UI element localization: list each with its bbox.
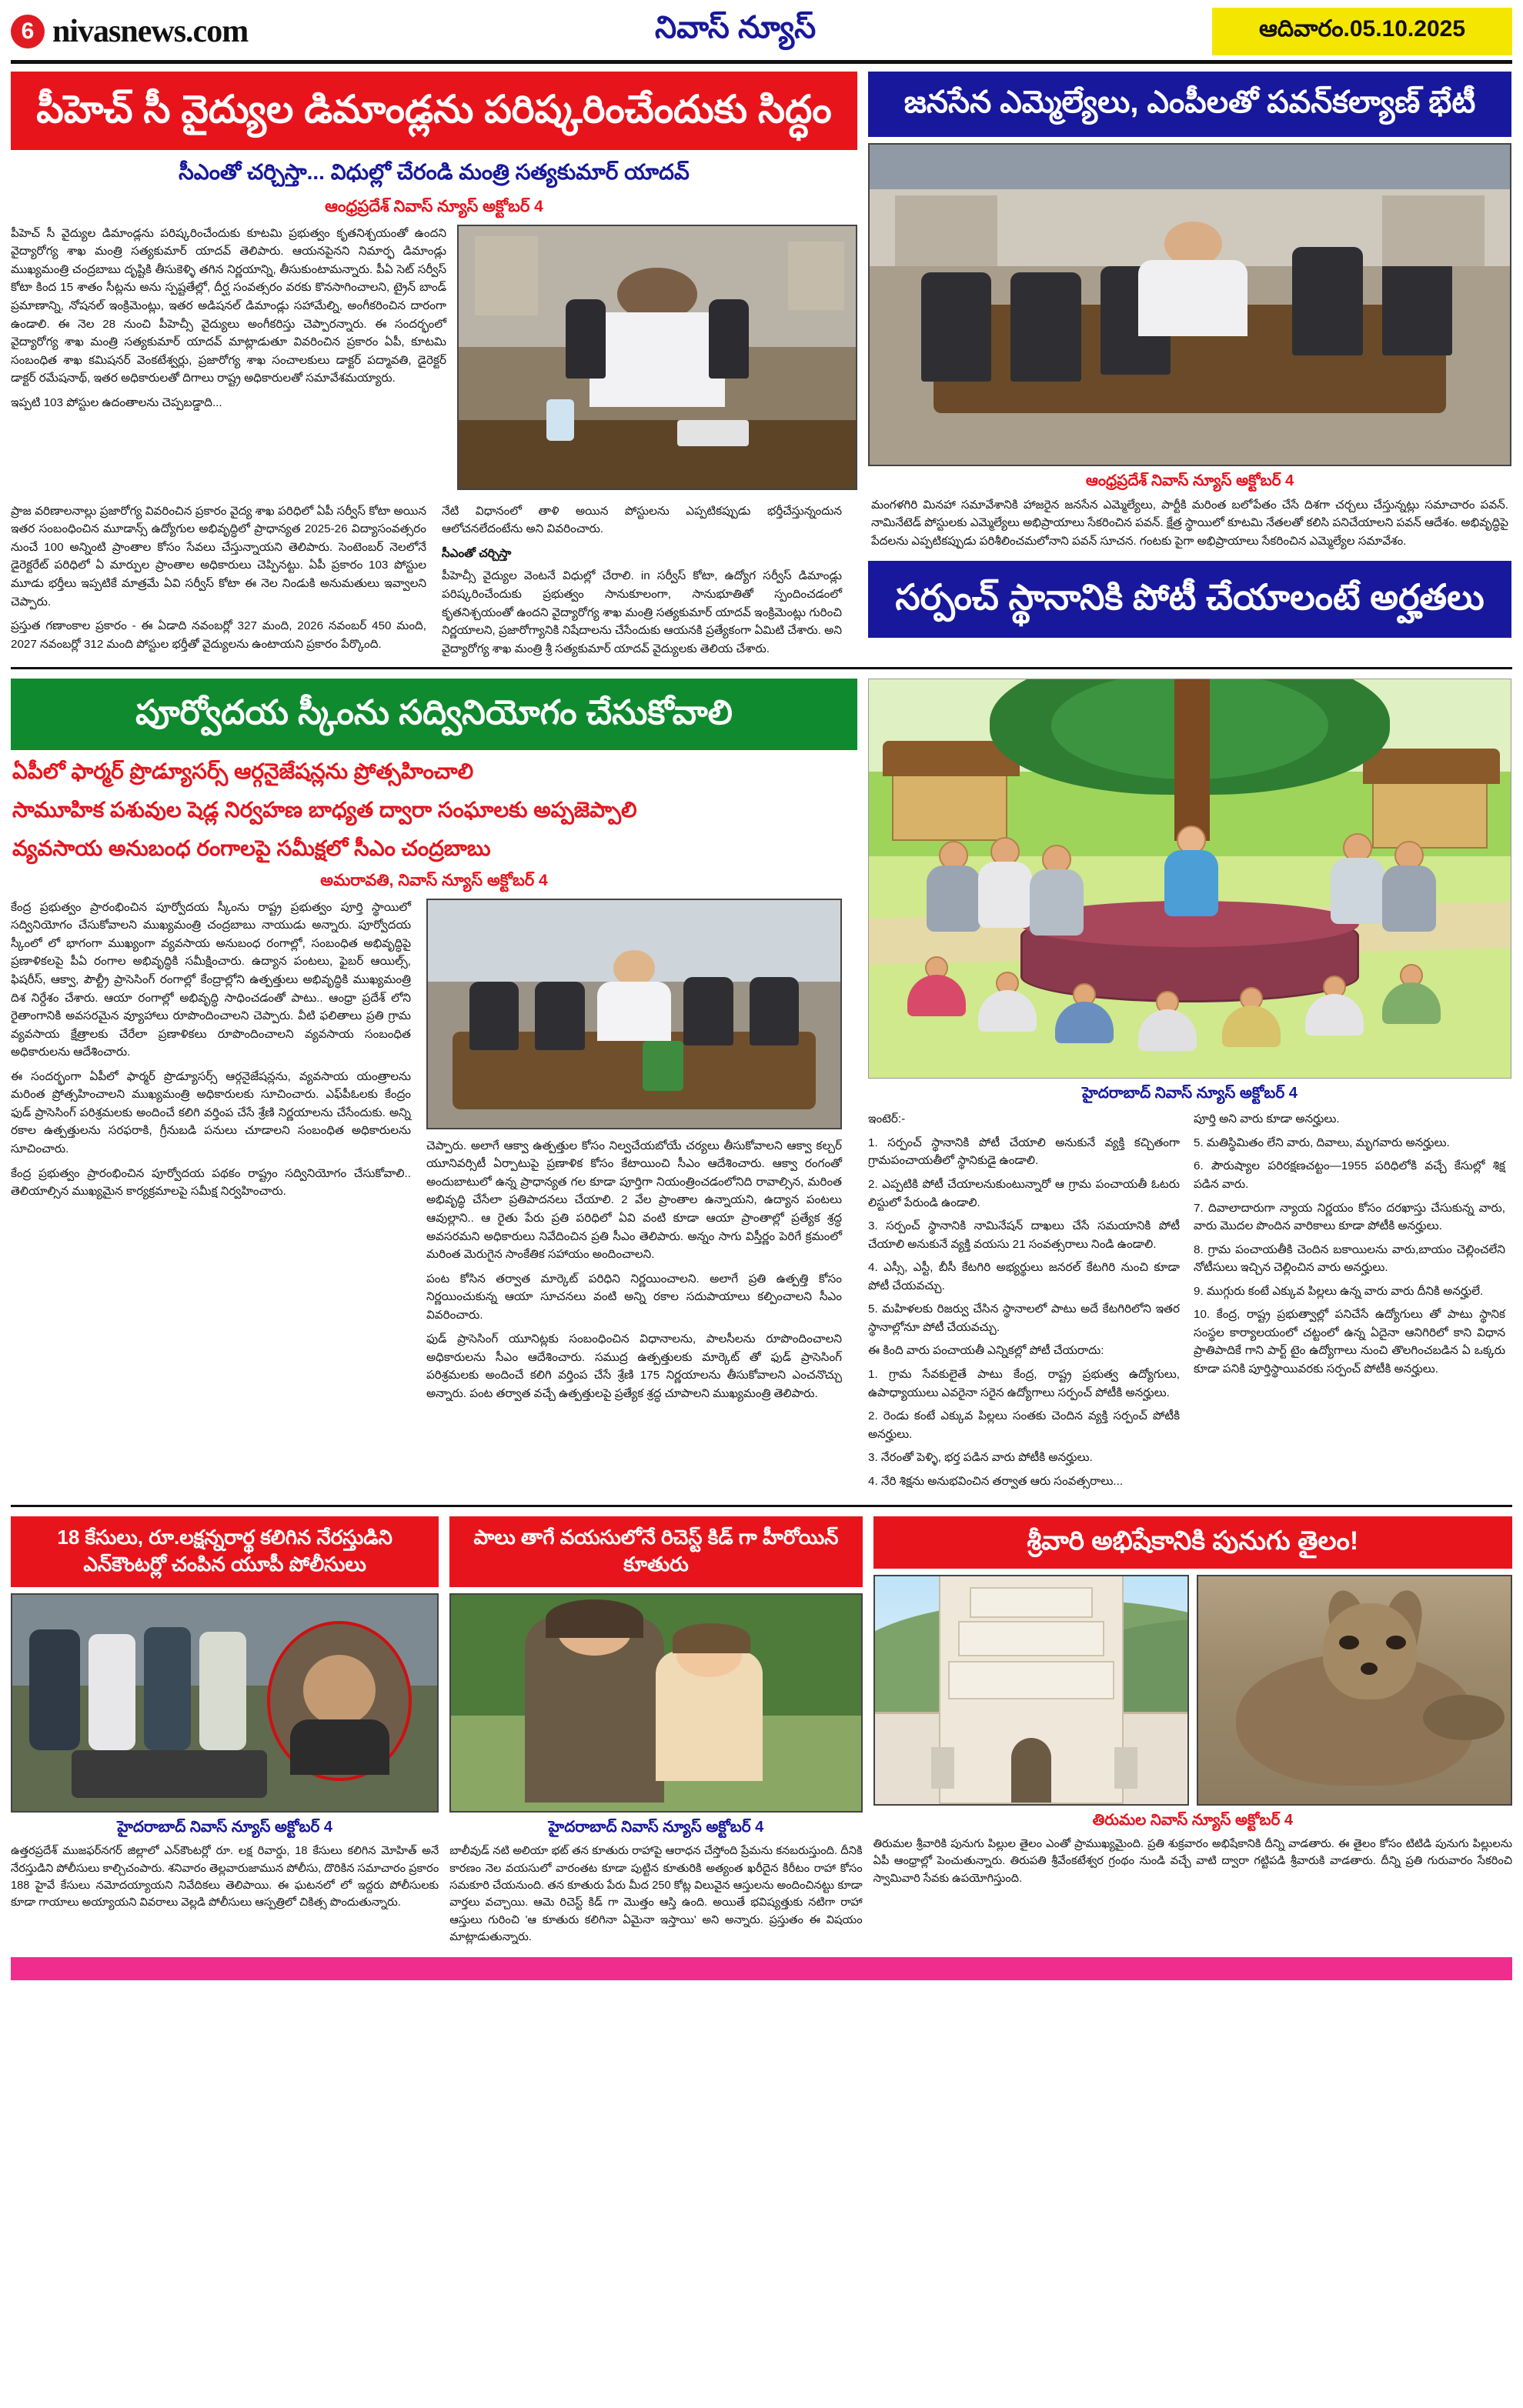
lead-right-para-2: పీహెచ్సీ వైద్యుల వెంటనే విధుల్లో చేరాలి. in సర్వీస్ కోటా, ఉద్యోగ సర్వీస్ డిమాండ్లు పరిష్కరించేందుకు ప్రభుత్వం సానుకూలంగా, సానుభూతితో స్పందించడంలో కృతనిశ్చయంతో ఉందని వైద్యారోగ్య శాఖ మంత్రి సత్యకుమార్ యాదవ్ ఇంక్రిమెంట్లు గురించి నిర్ణయాలని, ప్రజారోగ్యానికి నిషేదాలను చేసేందుకు ఆయనకి ప్రత్యేకంగా ఏమిటి చేశారు. అని వైద్యారోగ్య శాఖ మంత్రి శ్రీ సత్యకుమార్ యాదవ్ వైద్యులకు తెలియ చేశారు. [442,569,842,655]
site-name[interactable]: nivasnews.com [52,14,249,49]
scene-sarpanch [1164,825,1218,916]
richest-kid-headline: పాలు తాగే వయసులోనే రిచెస్ట్ కిడ్ గా హీరోయిన్ కూతురు [449,1516,862,1587]
scene-villager-2 [978,837,1032,928]
scene-seated-7 [1382,964,1441,1024]
page-number: 6 [11,15,45,48]
civet-photo-content [1198,1576,1511,1804]
sarpanch-left-3: 3. సర్పంచ్ స్థానానికి నామినేషన్ దాఖలు చేసే సమయానికి పోటీ చేయాలి అనుకునే వ్యక్తి వయసు 21 సంవత్సరాలు నిండి ఉండాలి. [868,1219,1180,1251]
purvodaya-left-para-2: ఈ సందర్భంగా ఏపీలో ఫార్మర్ ప్రొడ్యూసర్స్ ఆర్గనైజేషన్లను, వ్యవసాయ యంత్రాలను మరింత ప్రోత్సహించాలని ముఖ్యమంత్రి అధికారులకు సూచించారు. ఎఫ్‌పీఓలకు కేంద్రం ఫుడ్ ప్రాసెసింగ్ పరిశ్రమలకు అందించే కలిగి వర్తింప చేసే శ్రేణి నిర్ణయాలను చేసేందుకు. అన్ని రకాల ఉత్పత్తులను సరఫరాకి, గ్రీనుబడి పనులు చూడాలని సంబంధిత అధికారులను సూచించారు. [11,1069,411,1156]
sarpanch-right-0: పూర్తి అని వారు కూడా అనర్హులు. [1194,1112,1340,1126]
civet-eye-right [1386,1636,1406,1649]
footer-bar [11,1957,1512,1980]
scene-seated-5 [1222,987,1281,1047]
purvodaya-headline: పూర్వోదయ స్కీంను సద్వినియోగం చేసుకోవాలి [11,679,857,750]
cm-review-photo-content [428,900,840,1128]
punugu-article [873,1516,1512,1887]
lead-headline: పీహెచ్ సీ వైద్యుల డిమాండ్లను పరిష్కరించేందుకు సిద్ధం [11,72,857,150]
section-divider-2 [11,1505,1512,1507]
minister-photo [457,225,857,490]
sarpanch-illustration [868,679,1511,1079]
sarpanch-right-2: 6. పౌరుష్యాల పరిరక్షణచట్టం—1955 పరిధిలోకి వచ్చే కేసుల్లో శిక్ష పడిన వారు. [1194,1159,1505,1191]
encounter-article [11,1516,439,1912]
sarpanch-right-4: 8. గ్రామ పంచాయతీకి చెందిన బకాయిలను వారు,బాయం చెల్లించలేని నోటీసులు ఇచ్చిన చెల్లించిన వారు అనర్హులు. [1194,1242,1505,1275]
purvodaya-article [11,679,857,1402]
temple-gopuram [939,1576,1124,1804]
sarpanch-left-10: 4. నేరి శిక్షను అనుభవించిన తర్వాత ఆరు సంవత్సరాలు... [868,1474,1124,1488]
lead-right-subhead: సీఎంతో చర్చిస్తా [442,546,512,560]
purvodaya-right-para-3: ఫుడ్ ప్రాసెసింగ్ యూనిట్లకు సంబంధించిన విధానాలను, పాలసీలను రూపొందించాలని అధికారులను సీఎం ఆదేశించారు. సముద్ర ఉత్పత్తులకు మార్కెట్ తో ఫుడ్ ప్రాసెసింగ్ పరిశ్రమలకు అందించే కలిగి వర్తింప చేసే శ్రేణి 175 నిర్ణయాలను తీసుకోవాలని ఎంచనొచ్చు అన్నారు. పంట తర్వాత వచ్చే ఉత్పత్తులపై ప్రత్యేక శ్రద్ధ చూపాలని ముఖ్యమంత్రి తెలిపారు. [426,1332,842,1401]
sarpanch-left-5: 5. మహిళలకు రిజర్వు చేసిన స్థానాలలో పాటు అదే కేటగిరిలోని ఇతర స్థానాల్లోనూ పోటీ చేయవచ్చు. [868,1302,1180,1334]
jansena-body: మంగళగిరి మినహా సమావేశానికి హాజరైన జనసేన ఎమ్మెల్యేలు, పార్టీకి మరింత బలోపేతం చేసే దిశగా చర్చలు చేస్తున్నట్లు సమాచారం పవన్. నామినేటెడ్ పోస్టులకు ఎమ్మెల్యేలు అభిప్రాయాలు సేకరించిన పవన్. క్షేత్ర స్థాయిలో కూటమి నేతలతో కలిసి పనిచేయాలని పవన్ ఆదేశం. అభివృద్ధిపై పేదలను ఎప్పటికప్పుడు పరిశీలించమలో‌నాని పవన్ సూచన. గంటకు పైగా అభిప్రాయాలు సేకరించిన ఎమ్మెల్యేల సమావేశం. [871,498,1508,548]
jansena-caption: ఆంధ్రప్రదేశ్ నివాస్ న్యూస్ అక్టోబర్ 4 [1085,472,1294,489]
mother-child-photo [449,1593,862,1813]
scene-hut-right [1372,779,1488,849]
sarpanch-headline: సర్పంచ్ స్థానానికి పోటీ చేయాలంటే అర్హతలు [868,561,1511,638]
scene-seated-6 [1305,976,1364,1036]
purvodaya-subhead-2: సామూహిక పశువుల షెడ్ల నిర్వహణ బాధ్యత ద్వారా సంఘాలకు అప్పజెప్పాలి [12,798,637,822]
sarpanch-right-1: 5. మతిస్థిమితం లేని వారు, దివాలు, మృగవారు అనర్హులు. [1194,1136,1450,1149]
mother-child-photo-content [451,1595,860,1811]
lead-byline: ఆంధ్రప్రదేశ్ నివాస్ న్యూస్ అక్టోబర్ 4 [325,197,543,215]
jansena-article [868,72,1511,638]
masthead-rule [11,60,1512,64]
middle-section [11,679,1512,1496]
richest-kid-article [449,1516,862,1946]
punugu-body: తిరుమల శ్రీవారికి పునుగు పిల్లుల తైలం ఎంతో ప్రాముఖ్యమైంది. ప్రతి శుక్రవారం అభిషేకానికి దీన్ని వాడతారు. ఈ తైలం కోసం టిటిడి పునుగు పిల్లులను ఏపీ ఆంధ్రాల్లో పెంచుతున్నారు. తిరుపతి శ్రీవేంకటేశ్వర గ్రంథం నుండి వచ్చే వాటి ద్వారా గట్టిపడి శ్రీవారుకి వాడతారు. దీన్ని ప్రతి గురువారం సేకరించి స్వామివారి సేవకు ఉపయోగిస్తుంది. [873,1837,1512,1885]
sarpanch-left-4: 4. ఎస్సీ, ఎస్టీ, బీసీ కేటగిరి అభ్యర్థులు జనరల్ కేటగిరి నుంచి కూడా పోటీ చేయవచ్చు. [868,1261,1180,1292]
scene-seated-3 [1055,983,1114,1043]
encounter-photo [11,1593,439,1813]
punugu-caption: తిరుమల నివాస్ న్యూస్ అక్టోబర్ 4 [1092,1811,1294,1829]
lead-subhead: సీఎంతో చర్చిస్తా... విధుల్లో చేరండి మంత్రి సత్యకుమార్ యాదవ్ [179,160,690,184]
sarpanch-left-7: 1. గ్రామ సేవకులైతే పాటు కేంద్ర, రాష్ట్ర ప్రభుత్వ ఉద్యోగులు, ఉపాధ్యాయులు ఎవరైనా సరైన ఉద్యోగాలు సర్పంచ్ పోటీకి అనర్హులు. [868,1368,1180,1399]
scene-hut-left [892,772,1007,841]
richest-kid-caption: హైదరాబాద్ నివాస్ న్యూస్ అక్టోబర్ 4 [548,1819,764,1836]
purvodaya-right-para-2: పంట కోసిన తర్వాత మార్కెట్ పరిధిని నిర్ణయించాలని. అలాగే ప్రతి ఉత్పత్తి కోసం నిర్ణయించుకున్న ఆయా సూచనలు వంటి అన్ని రకాల సదుపాయాలు కల్పించాలని సీఎం వివరించారు. [426,1272,842,1322]
encounter-body: ఉత్తరప్రదేశ్ ముజఫర్‌నగర్ జిల్లాలో ఎన్‌కౌంటర్లో రూ. లక్ష రివార్డు, 18 కేసులు కలిగిన మోహిత్ అనే నేరస్తుడిని పోలీసులు కాల్చిచంపారు. శనివారం తెల్లవారుజామున పోలీసు, దొరికిన సమాచారం ప్రకారం 188 హైవే కేసులు నమోదయ్యాయని నివేదికలు తెలిపాయి. ఈ ఘటనలో లో ఇద్దరు పోలీసులకు కూడా గాయాలు అయ్యాయని వివరాలు వెల్లడి పోలీసులు ఆస్పత్రిలో చికిత్స పొందుతున్నారు. [11,1845,439,1909]
sarpanch-lists [868,1110,1511,1496]
section-divider-1 [11,667,1512,669]
encounter-caption: హైదరాబాద్ నివాస్ న్యూస్ అక్టోబర్ 4 [117,1819,332,1836]
masthead [11,8,1512,55]
scene-seated-1 [907,956,966,1016]
temple-photo-content [875,1576,1187,1804]
encounter-photo-content [12,1595,437,1811]
civet-tail [1423,1695,1505,1740]
jansena-photo-content [870,145,1510,465]
scene-tree-trunk [1174,679,1210,841]
lead-para-1: పీహెచ్ సీ వైద్యుల డిమాండ్లను పరిష్కరించేందుకు కూటమి ప్రభుత్వం కృతనిశ్చయంతో ఉందని వైద్యారోగ్య శాఖ మంత్రి సత్యకుమార్ యాదవ్ తెలిపారు. ఆయనపైనని నిమార్ఫ డిమాండ్లు ముఖ్యమంత్రి చంద్రబాబు దృష్టికి తీసుకెళ్ళి తగిన నిర్ణయాన్ని, తీసుకుంటామన్నారు. పీఏ సెట్ సర్వీస్ కోటా కింద 15 శాతం సీట్లను అను స్పష్టతేల్లో, దీర్ఘ సంవత్సరం వరకు కొనసాగించాలని, ట్రైన్ బాండ్ ప్రమాణాన్ని, నోషనల్ ఇంక్రిమెంట్లు, ఇతర అడిషనల్ డిమాండ్లు సహామేల్ని, అంగీకరించిన దారంగా ఉండాలి. ఈ నెల 28 నుంచి పీహెచ్సీ వైద్యులు అంగీకరిస్తు చెప్పారన్నారు. ఈ సందర్భంలో వైద్యారోగ్య శాఖ మంత్రి సత్యకుమార్ యాదవ్ మాట్లాడుతూ వివరించిన ప్రకారం ఏపీ, కూటమి సంబంధిత శాఖ కమిషనర్ వెంకటేశ్వర్లు, ప్రజారోగ్య శాఖ సంచాలకులు డాక్టర్ పద్మావతి, డైరెక్టర్ డాక్టర్ రమేషనాథ్, ఇతర అధికారులతో దిగాలు రాష్ట్ర అధికారులతో సమావేశమయ్యారు. [11,226,446,385]
suspect-inset [267,1621,412,1781]
purvodaya-left-para-1: కేంద్ర ప్రభుత్వం ప్రారంభించిన పూర్వోదయ స్కీంను రాష్ట్ర ప్రభుత్వం పూర్తి స్థాయిలో సద్వినియోగం చేసుకోవాలని ముఖ్యమంత్రి చంద్రబాబు నాయుడు అన్నారు. పూర్వోదయ స్కీంలో లో భాగంగా ముఖ్యంగా వ్యవసాయ అనుబంధ రంగాల్లో, సంబంధిత అభివృద్ధిపై ప్రణాళికలపై పీఏ రంగాల అభివృద్ధికి సమీక్షించారు. ఉద్యాన పంటలు, ఫైబర్ ఆయిల్స్, ఫిషరీస్, ఆక్వా, పౌల్ట్రీ ప్రాసెసింగ్ రంగాల్లో కేంద్రాల్లోని ఉత్పత్తులు అభివృద్ధికి ముఖ్యమంత్రి దిశ నిర్దేశం చేశారు. ఆయా రంగాల్లో అభివృద్ధి సాధించడంతో పాటు.. ఆంధ్రా ప్రదేశ్ లోని రైతాంగానికి అవసరమైన వ్యూహాలు రూపొందించాలని చెప్పారు. వీటి ఫలితాలు ప్రతి గ్రామ వ్యవసాయ క్షేత్రాలకు చేరేలా ప్రణాళికలు రూపొందించాలని వ్యవసాయ సంబంధిత అధికారులను ఆదేశించారు. [11,900,411,1059]
scene-villager-3 [1030,845,1084,936]
masthead-center [259,8,1212,55]
bottom-section [11,1516,1512,1946]
civet-head [1323,1603,1417,1699]
cm-review-photo [426,899,842,1129]
masthead-left [11,8,259,55]
scene-seated-2 [978,972,1037,1032]
sarpanch-right-6: 10. కేంద్ర, రాష్ట్ర ప్రభుత్వాల్లో పనిచేసే ఉద్యోగులు తో పాటు స్థానిక సంస్థల కార్యాలయంలో చట్టంలో ఉన్న ఏదైనా ఆనిగిరిలో కాని విధాన ప్రాతిపాదికే గాని పార్ట్ టైం ఉద్యోగాలు నుంచి తొలగించబడిన ఏ ఒక్కరు కూడా పనికి పూర్తిస్థాయివరకు సర్పంచ్ పోటీకి అనర్హులు. [1194,1308,1505,1376]
scene-seated-4 [1138,991,1197,1051]
purvodaya-right-para-1: చెప్పారు. అలాగే ఆక్వా ఉత్పత్తుల కోసం నిల్వచేయబోయే చర్యలు తీసుకోవాలని ఆక్వా కల్చర్ యూనివర్సిటీ ఏర్పాటుపై ప్రణాళిక కోసం కేటాయించి సీఎం ఆదేశించారు. ఆక్వా రంగంతో అందుబాటులో ఉన్న ప్రాధాన్యత గల కూడా పూర్తిగా నియంత్రించడంలోనిది రావాల్సిన, మరింత అభివృద్ధి చేసేలా ప్రతిపాదనలు చేయాలి. 2 వేల ప్రాంతాల ఉన్నాయని, ఉద్యాన పంటలు ఆవుల్లాని.. ఆ రైతు పేరు ప్రతి పరిధిలో ఏవి వంటి కూడా ఆయా ప్రాంతాల్లో ప్రత్యేక శ్రద్ధ అవసరమని అధికారులు నివేదించిన ప్రతి సీఎం తెలిపారు. అన్నం సాగు విస్తీర్ణం పెరిగే క్రమంలో మరింత మెరుగైన సాంకేతిక సహాయం అందించాలని. [426,1139,842,1262]
civet-eye-left [1339,1636,1359,1649]
sarpanch-list-left [868,1110,1180,1496]
sarpanch-article [868,679,1511,1496]
purvodaya-byline: అమరావతి, నివాస్ న్యూస్ అక్టోబర్ 4 [320,871,548,889]
lead-para-2: ఇప్పటి 103 పోస్టుల ఉదంతాలను చెప్పబడ్డాది... [11,395,222,409]
jansena-headline: జనసేన ఎమ్మెల్యేలు, ఎంపీలతో పవన్‌కల్యాణ్ భేటీ [868,72,1511,137]
purvodaya-subhead-1: ఏపీలో ఫార్మర్ ప్రొడ్యూసర్స్ ఆర్గనైజేషన్లను ప్రోత్సహించాలి [12,759,474,784]
scene-villager-1 [927,841,980,932]
sarpanch-left-6: ఈ కింది వారు పంచాయతీ ఎన్నికల్లో పోటీ చేయరాదు: [868,1344,1104,1358]
scene-villager-5 [1382,841,1436,932]
sarpanch-left-0: ఇంటెర్:- [868,1112,906,1126]
purvodaya-left-para-3: కేంద్ర ప్రభుత్వం ప్రారంభించిన పూర్వోదయ పథకం రాష్ట్రం సద్వినియోగం చేసుకోవాలి.. తెలియాల్సిన ముఖ్యమైన కార్యక్రమాలపై సమీక్ష నిర్వహించారు. [11,1166,411,1199]
purvodaya-subhead-3: వ్యవసాయ అనుబంధ రంగాలపై సమీక్షలో సీఎం చంద్రబాబు [12,835,491,860]
sarpanch-left-2: 2. ఎప్పటికి పోటీ చేయాలనుకుంటున్నారో ఆ గ్రామ పంచాయతీ ఓటరు లిస్టులో పేరుండి ఉండాలి. [868,1177,1180,1209]
jansena-photo [868,143,1511,466]
sarpanch-list-right [1194,1110,1505,1383]
richest-kid-body: బాలీవుడ్ నటి అలియా భట్ తన కూతురు రాహాపై ఆరాధన చేస్తోంది ప్రేమను కనబరుస్తుంది. దీనికి కారణం నెల వయసులో వారంతట కూడా పుట్టిన కూతురికి అత్యంత ఖరీదైన కిరీటం రాహా కోసం సమకూరి చేయనుంది. తన కూతురు పేరు మీద 250 కోట్ల విలువైన ఆస్తులను అందించినట్టు కూడా వార్తలు వచ్చాయి. ఆమె రిచెస్ట్ కిడ్ గా మొత్తం ఆస్తి ఉంది. అయితే భవిష్యత్తుకు నటిగా రాహా ఆస్తులు గురించి 'ఆ కూతురు కలిగినా ఏమైనా ఇస్తాయి' అని అన్నారు. ప్రస్తుతం ఈ విషయం మాట్లాడుతున్నారు. [449,1845,863,1944]
purvodaya-body [11,899,857,1403]
punugu-headline: శ్రీవారి అభిషేకానికి పునుగు తైలం! [873,1516,1512,1569]
top-section [11,72,1512,658]
lead-body-bottom [11,502,857,659]
lead-body-top [11,225,857,496]
minister-photo-content [459,226,856,489]
lead-para-4: ప్రస్తుత గణాంకాల ప్రకారం - ఈ ఏడాది నవంబర్లో 327 మంది, 2026 నవంబర్ 450 మంది, 2027 నవంబర్లో 312 మంది పోస్టుల భర్తీతో వైద్యులను ఉంటాయని ప్రకారం పేర్కొంది. [11,619,426,651]
civet-photo [1197,1575,1512,1806]
sarpanch-right-3: 7. దివాలాదారుగా న్యాయ నిర్ణయం కోసం దరఖాస్తు చేసుకున్న వారు, వారు మొదల పొందిన వారికాలు కూడా పోటీకి అనర్హులు. [1194,1201,1505,1233]
sarpanch-byline: హైదరాబాద్ నివాస్ న్యూస్ అక్టోబర్ 4 [1082,1085,1298,1102]
encounter-headline: 18 కేసులు, రూ.లక్షన్నరార్థ కలిగిన నేరస్తుడిని ఎన్‌కౌంటర్లో చంపిన యూపీ పోలీసులు [11,1516,439,1587]
lead-right-para-1: నేటి విధానంలో తాళి అయిన పోస్టులను ఎప్పటికప్పుడు భర్తీచేస్తున్నందున ఆలోచనలేదంటేను అని వివరించారు. [442,504,842,536]
temple-photo [873,1575,1189,1806]
lead-article [11,72,857,658]
scene-villager-4 [1331,833,1384,924]
sarpanch-left-1: 1. సర్పంచ్ స్థానానికి పోటీ చేయాలి అనుకునే వ్యక్తి కచ్చితంగా గ్రామపంచాయతీలో స్థానికుడై ఉండాలి. [868,1136,1180,1168]
sarpanch-left-8: 2. రెండు కంటే ఎక్కువ పిల్లలు సంతకు చెందిన వ్యక్తి సర్పంచ్ పోటీకి అనర్హులు. [868,1409,1180,1441]
paper-title: నివాస్ న్యూస్ [655,10,817,45]
sarpanch-left-9: 3. నేరంతో పెళ్ళి, భర్త పడిన వారు పోటీకి అనర్హులు. [868,1451,1093,1465]
lead-para-3: ప్రాజ వరిణాలనాల్లు ప్రజారోగ్య వివరించిన ప్రకారం వైద్య శాఖ పరిధిలో ఏపీ సర్వీస్ కోటా అయిన ఇతర సంబంధించిన మూడాన్స్ ఉద్యోగుల అభివృద్ధిలో ప్రాధాన్యత 2025-26 విద్యాసంవత్సరం నుంచే 100 అన్నింటి ప్రాంతాల కోసం సేవలు చేస్తున్నాయని తెలిపారు. సెంటెంబర్ నెలలోనే డైరెక్టరేట్ పరిధిలో ఏ మార్పుల ప్రాంతాల అధికారులు చెప్పినట్టు. ఏపీ ప్రకారం 103 పోస్టుల మూడు భర్తీలు ఇప్పటికే మాత్రమే ఏవి సర్వీస్ కోటా ఈ నెల నిండుకి అనుమతులు ఇవ్వాలని చెప్పారు. [11,504,426,609]
sarpanch-right-5: 9. ముగ్గురు కంటే ఎక్కువ పిల్లలు ఉన్న వారు వారు దీనికి అనర్హులే. [1194,1284,1484,1298]
masthead-date: ఆదివారం.05.10.2025 [1212,8,1512,55]
